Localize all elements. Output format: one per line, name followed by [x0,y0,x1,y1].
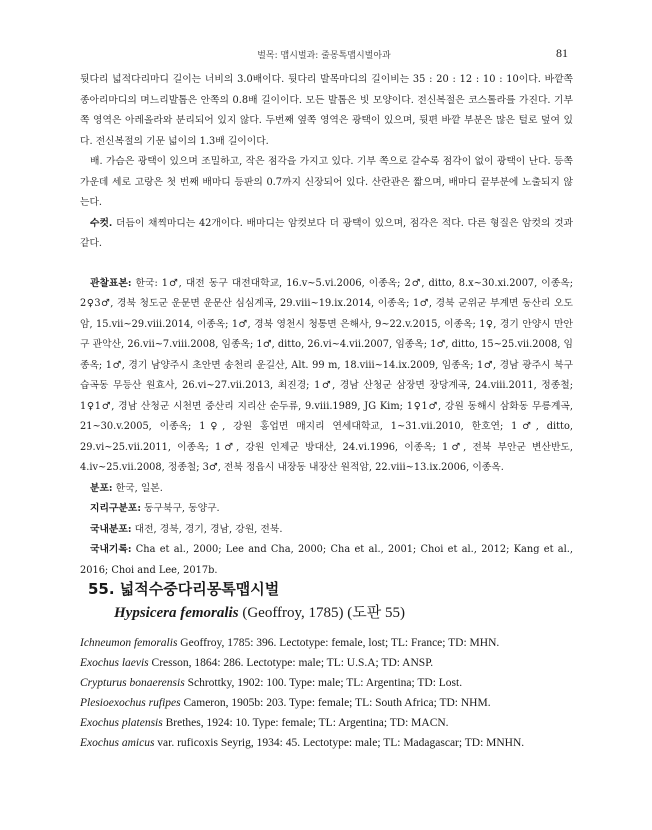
zoogeo-paragraph [80,499,573,520]
synonym-row [80,693,580,713]
domestic-text: 대전, 경북, 경기, 경남, 강원, 전북. [134,523,283,535]
abdomen-paragraph: 배. 가슴은 광택이 있으며 조밀하고, 작은 점각을 가지고 있다. 기부 쪽으로 갈수록 점각이 없이 광택이 난다. 등쪽 가운데 세로 고랑은 첫 번째 배마디 등판의 0.7까지 신장되어 있다. 산란관은 짧으며, 배마디 끝부분에 노출되지 않는다. [80,156,573,208]
zoogeo-text: 동구북구, 동양구. [144,503,220,514]
domestic-label: 국내분포: [90,523,132,535]
synonym-citation: var. ruficoxis Seyrig, 1934: 45. Lectotype: male; TL: Madagascar; TD: MNHN. [157,737,525,749]
page-header [80,46,568,62]
synonym-name: Plesioexochus rufipes [80,697,181,709]
specimens-text: 한국: 1♂, 대전 동구 대전대학교, 16.v~5.vi.2006, 이종옥; 2♂, ditto, 8.x~30.xi.2007, 이종옥; 2♀3♂, 경북 청도군 운문면 운문산 심심계곡, 29.viii~19.ix.2014, 이종옥; 1♂, 경북 군위군 부계면 동산리 오도암, 15.vii~29.viii.2014, 이종옥; 1♂, 경북 영천시 청통면 은해사, 9~22.v.2015, 이종옥; 1♀, 경기 안양시 만안구 관악산, 26.vii~7.viii.2008, 임종옥; 1♂, ditto, 26.vi~4.vii.2007, 임종옥; 1♂, ditto, 15~25.vii.2008, 임종옥; 1♂, 경기 남양주시 초안면 송천리 운길산, Alt. 99 m, 18.viii~14.ix.2009, 임종옥; 1♂, 경남 광주시 북구 습곡동 무등산 원효사, 26.vi~27.vii.2013, 최진경; 1♂, 경남 산청군 삼장면 장당계곡, 24.viii.2011, 정종철; 1♀1♂, 경남 산청군 시천면 중산리 지리산 순두류, 9.viii.1989, JG Kim; 1♀1♂, 강원 동해시 삼화동 무릉계곡, 21~30.v.2005, 이종옥; 1♀, 강원 홍업면 매지리 연세대학교, 1~31.vii.2010, 한호연; 1♂, ditto, 29.vi~25.vii.2011, 이종옥; 1♂, 강원 인제군 방대산, 24.vi.1996, 이종옥; 1♂, 전북 부안군 변산반도, 4.iv~25.vii.2008, 정종철; 3♂, 전북 정읍시 내장동 내장산 원적암, 22.viii~13.ix.2006, 이종옥. [80,277,573,473]
synonym-name: Exochus platensis [80,717,163,729]
synonym-name: Exochus laevis [80,657,149,669]
records-paragraph [80,540,573,581]
distribution-paragraph [80,479,573,500]
distribution-text: 한국, 일본. [115,482,163,494]
synonym-row [80,733,580,753]
page-number: 81 [556,46,568,60]
synonym-citation: Brethes, 1924: 10. Type: female; TL: Argentina; TD: MACN. [165,717,449,729]
synonym-name: Exochus amicus [80,737,155,749]
specimens-paragraph [80,274,573,479]
synonym-citation: Cameron, 1905b: 203. Type: female; TL: South Africa; TD: NHM. [183,697,491,709]
male-paragraph [80,214,573,255]
zoogeo-label: 지리구분포: [90,503,141,514]
species-heading [88,578,405,622]
male-text: 더듬이 채찍마디는 42개이다. 배마디는 암컷보다 더 광택이 있으며, 점각은 적다. 다른 형질은 암컷의 것과 같다. [80,217,573,249]
synonym-row [80,633,580,653]
synonym-row [80,653,580,673]
species-scientific-line [114,601,405,622]
synonym-citation: Cresson, 1864: 286. Lectotype: male; TL: U.S.A; TD: ANSP. [151,657,434,669]
records-label: 국내기록: [90,544,132,555]
distribution-label: 분포: [90,482,113,494]
synonym-list [80,633,580,753]
species-scientific-name: Hypsicera femoralis [114,605,239,621]
synonym-name: Crypturus bonaerensis [80,677,185,689]
description-paragraph: 뒷다리 넓적다리마디 길이는 너비의 3.0배이다. 뒷다리 발목마디의 길이비는 35 : 20 : 12 : 10 : 10이다. 바깥쪽 종아리마디의 며느리발톱은 안쪽의 0.8배 길이이다. 모든 발톱은 빗 모양이다. 전신복절은 코스톨라를 가진다. 기부쪽 영역은 아레올라와 분리되어 있지 않다. 두번째 옆쪽 영역은 광택이 있으며, 뒷편 바깥 부분은 많은 털로 덮여 있다. 전신복절의 기문 넓이의 1.3배 길이이다. [80,74,573,147]
synonym-name: Ichneumon femoralis [80,637,178,649]
synonym-row [80,673,580,693]
specimens-label: 관찰표본: [90,277,132,289]
species-korean-name: 55. 넓적수중다리몽톡맵시벌 [88,580,280,598]
male-label: 수컷. [90,217,113,229]
species-authority: (Geoffroy, 1785) (도판 55) [242,605,406,621]
main-text [80,70,573,581]
records-text: Cha et al., 2000; Lee and Cha, 2000; Cha et al., 2001; Choi et al., 2012; Kang et al., 2016; Choi and Lee, 2017b. [80,544,574,576]
running-title: 벌목: 맵시벌과: 줄몽톡맵시벌아과 [257,51,391,61]
domestic-paragraph [80,520,573,541]
synonym-citation: Schrottky, 1902: 100. Type: male; TL: Argentina; TD: Lost. [187,677,463,689]
synonym-citation: Geoffroy, 1785: 396. Lectotype: female, lost; TL: France; TD: MHN. [180,637,500,649]
synonym-row [80,713,580,733]
